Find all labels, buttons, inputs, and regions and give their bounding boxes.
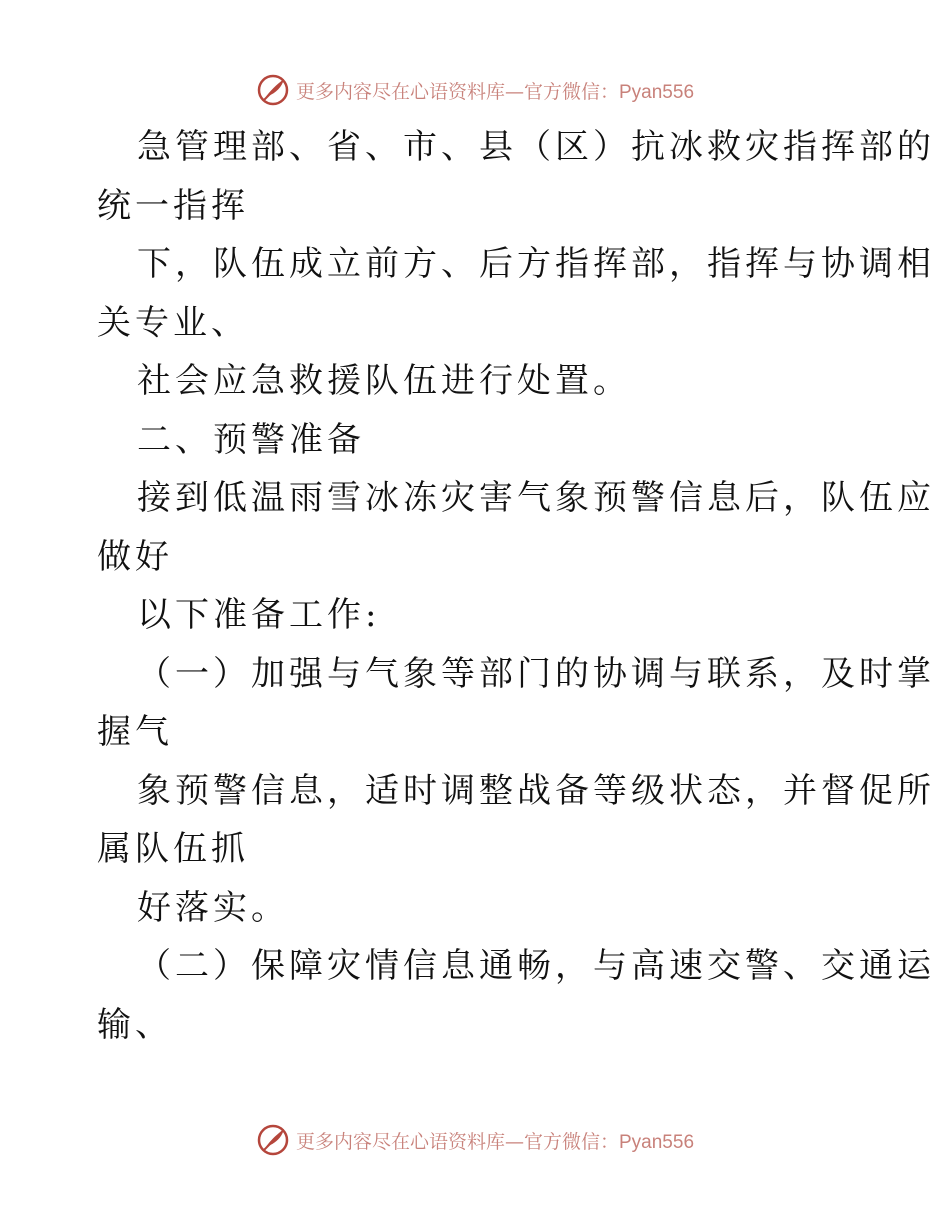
feather-quill-logo-icon (256, 73, 290, 107)
text-line: 社会应急救援队伍进行处置。 (137, 361, 631, 401)
text-line: 握气 (97, 712, 173, 752)
text-line: 统一指挥 (97, 185, 249, 226)
watermark-text: 更多内容尽在心语资料库—官方微信：Pyan556 (295, 1130, 695, 1153)
header-watermark (0, 70, 950, 110)
text-line: 接到低温雨雪冰冻灾害气象预警信息后，队伍应 (137, 478, 935, 518)
text-line: 二、预警准备 (137, 419, 365, 460)
feather-quill-logo-icon (256, 1123, 290, 1157)
text-line: （一）加强与气象等部门的协调与联系，及时掌 (137, 653, 935, 694)
text-line: 象预警信息，适时调整战备等级状态，并督促所 (137, 770, 935, 811)
footer-watermark (0, 1120, 950, 1160)
text-line: 做好 (97, 536, 173, 577)
watermark-handle: Pyan556 (619, 81, 695, 103)
text-line: 输、 (97, 1004, 173, 1045)
text-line: 关专业、 (97, 302, 249, 343)
text-line: 以下准备工作: (137, 595, 381, 635)
body-text (97, 118, 935, 1054)
text-line: 属队伍抓 (97, 829, 249, 869)
text-line: 好落实。 (137, 887, 289, 928)
watermark-handle: Pyan556 (619, 1131, 695, 1153)
text-line: 急管理部、省、市、县（区）抗冰救灾指挥部的 (137, 127, 935, 167)
watermark-text: 更多内容尽在心语资料库—官方微信：Pyan556 (295, 80, 695, 103)
text-line: 下，队伍成立前方、后方指挥部，指挥与协调相 (137, 244, 935, 284)
text-line: （二）保障灾情信息通畅，与高速交警、交通运 (137, 946, 935, 986)
